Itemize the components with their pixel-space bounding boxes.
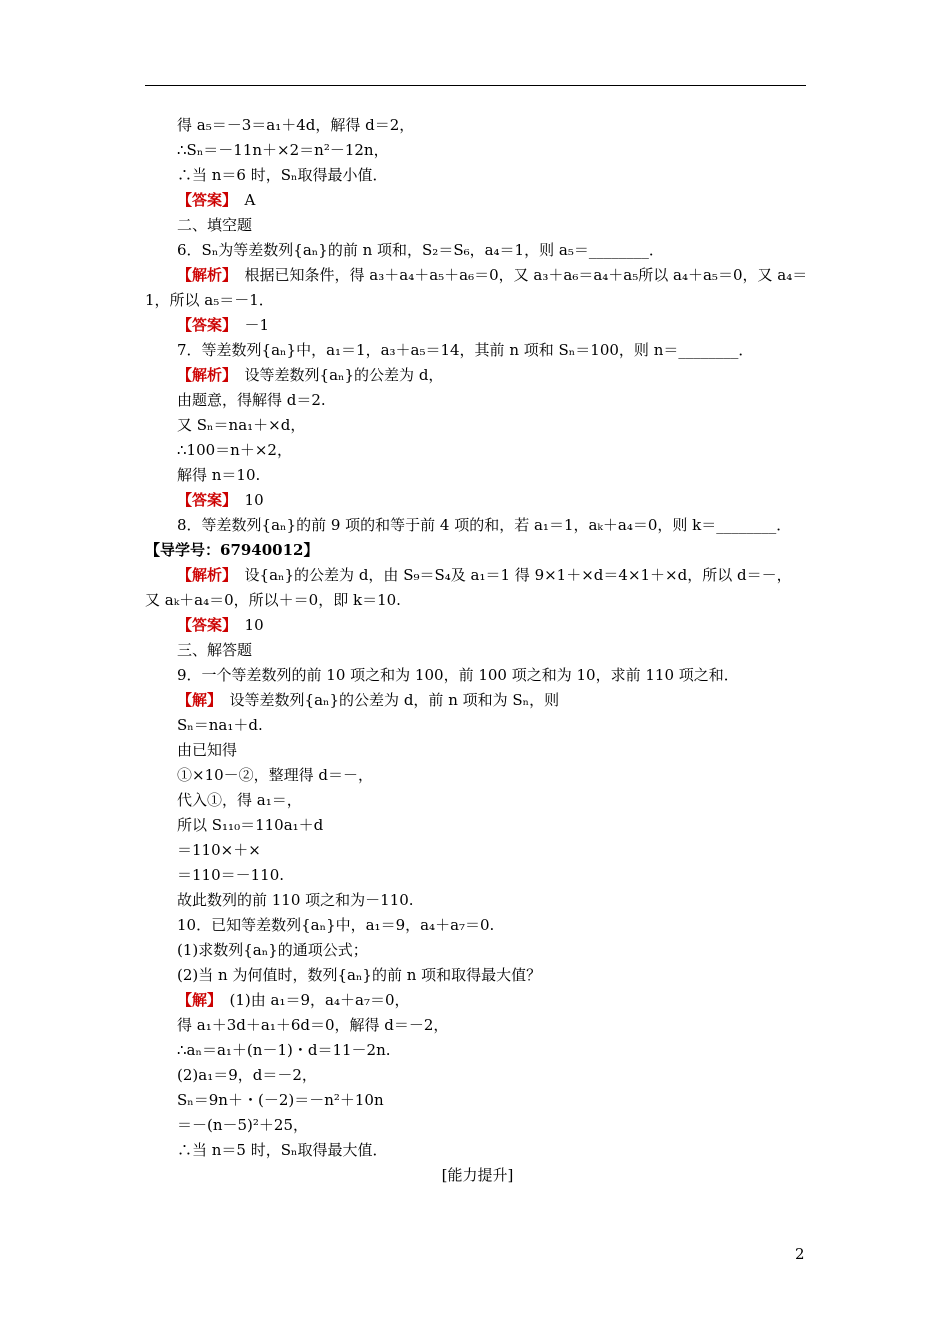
text-line: 解得 n＝10. xyxy=(177,466,261,484)
text-line: ＝－(n－5)²＋25， xyxy=(177,1116,309,1134)
text-line: ①×10－②，整理得 d＝－， xyxy=(177,766,374,784)
text-line: 所以 S₁₁₀＝110a₁＋d xyxy=(177,816,324,834)
analysis-line xyxy=(145,263,810,313)
text-line: 由题意，得解得 d＝2. xyxy=(177,391,326,409)
answer-line xyxy=(145,188,810,213)
text-line: (2)当 n 为何值时，数列{aₙ}的前 n 项和取得最大值？ xyxy=(177,966,542,984)
guide-number: 【导学号：67940012】 xyxy=(145,541,319,559)
section-heading: 二、填空题 xyxy=(177,216,253,234)
answer-tag: 【答案】 xyxy=(177,191,230,209)
solution-text: (1)由 a₁＝9，a₄＋a₇＝0， xyxy=(229,991,410,1009)
analysis-line xyxy=(145,363,810,388)
answer-tag: 【答案】 xyxy=(177,316,230,334)
analysis-tag: 【解析】 xyxy=(177,566,230,584)
section-heading: 三、解答题 xyxy=(177,641,253,659)
analysis-line xyxy=(145,563,810,588)
question-8: 8．等差数列{aₙ}的前 9 项的和等于前 4 项的和，若 a₁＝1，aₖ＋a₄＝0，则 k＝________． xyxy=(177,516,792,534)
text-line: ∴aₙ＝a₁＋(n－1)・d＝11－2n. xyxy=(177,1041,391,1059)
solution-line xyxy=(145,688,810,713)
section-footer-heading: [能力提升] xyxy=(441,1166,514,1184)
text-line: ∴100＝n＋×2， xyxy=(177,441,292,459)
answer-line xyxy=(145,613,810,638)
solution-tag: 【解】 xyxy=(177,991,215,1009)
answer-value: A xyxy=(244,191,256,209)
text-line: (2)a₁＝9，d＝－2， xyxy=(177,1066,317,1084)
answer-tag: 【答案】 xyxy=(177,616,230,634)
analysis-tag: 【解析】 xyxy=(177,366,230,384)
analysis-text: 根据已知条件，得 a₃＋a₄＋a₅＋a₆＝0，又 a₃＋a₆＝a₄＋a₅所以 a₄＋a₅＝0，又 a₄＝1，所以 a₅＝－1． xyxy=(145,266,808,309)
text-line: Sₙ＝9n＋・(－2)＝－n²＋10n xyxy=(177,1091,384,1109)
text-line: 故此数列的前 110 项之和为－110. xyxy=(177,891,414,909)
header-rule xyxy=(145,85,806,86)
text-line: ∴Sₙ＝－11n＋×2＝n²－12n， xyxy=(177,141,389,159)
analysis-text: 设{aₙ}的公差为 d，由 S₉＝S₄及 a₁＝1 得 9×1＋×d＝4×1＋×d，所以 d＝－， xyxy=(244,566,792,584)
answer-value: 10 xyxy=(244,616,264,634)
answer-line xyxy=(145,313,810,338)
solution-line xyxy=(145,988,810,1013)
text-line: 得 a₁＋3d＋a₁＋6d＝0，解得 d＝－2， xyxy=(177,1016,449,1034)
answer-value: －1 xyxy=(244,316,270,334)
answer-value: 10 xyxy=(244,491,264,509)
question-9: 9．一个等差数列的前 10 项之和为 100，前 100 项之和为 10，求前 110 项之和． xyxy=(177,666,739,684)
text-line: 代入①，得 a₁＝， xyxy=(177,791,302,809)
question-7: 7．等差数列{aₙ}中，a₁＝1，a₃＋a₅＝14，其前 n 项和 Sₙ＝100，则 n＝________． xyxy=(177,341,754,359)
text-line: 得 a₅＝－3＝a₁＋4d，解得 d＝2， xyxy=(177,116,415,134)
text-line: ∴当 n＝6 时，Sₙ取得最小值． xyxy=(177,166,388,184)
analysis-text: 设等差数列{aₙ}的公差为 d， xyxy=(244,366,444,384)
text-line: ∴当 n＝5 时，Sₙ取得最大值． xyxy=(177,1141,388,1159)
text-line: (1)求数列{aₙ}的通项公式； xyxy=(177,941,368,959)
answer-tag: 【答案】 xyxy=(177,491,230,509)
text-line: Sₙ＝na₁＋d. xyxy=(177,716,263,734)
analysis-tag: 【解析】 xyxy=(177,266,230,284)
solution-text: 设等差数列{aₙ}的公差为 d，前 n 项和为 Sₙ，则 xyxy=(229,691,560,709)
text-line: 由已知得 xyxy=(177,741,238,759)
answer-line xyxy=(145,488,810,513)
text-line: ＝110＝－110. xyxy=(177,866,285,884)
question-6: 6．Sₙ为等差数列{aₙ}的前 n 项和，S₂＝S₆，a₄＝1，则 a₅＝________． xyxy=(177,241,664,259)
text-line: 又 Sₙ＝na₁＋×d， xyxy=(177,416,306,434)
text-line: ＝110×＋× xyxy=(177,841,261,859)
text-line: 又 aₖ＋a₄＝0，所以＋＝0，即 k＝10. xyxy=(145,591,401,609)
solution-tag: 【解】 xyxy=(177,691,215,709)
document-body xyxy=(145,113,810,1188)
question-10: 10．已知等差数列{aₙ}中，a₁＝9，a₄＋a₇＝0. xyxy=(177,916,495,934)
page-number: 2 xyxy=(795,1245,805,1263)
